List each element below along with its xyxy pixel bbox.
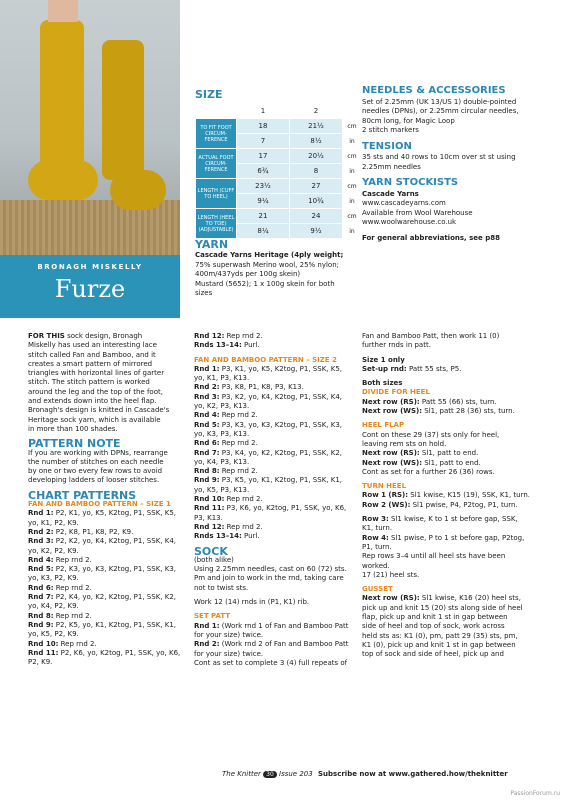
size-cell: 8¼ [237, 224, 289, 238]
needles-line: 80cm long, for Magic Loop [362, 116, 455, 125]
size1-subheading: FAN AND BAMBOO PATTERN – SIZE 1 [28, 500, 171, 509]
set-patt-heading: SET PATT [194, 612, 231, 621]
round-line: Rnds 13–14: Purl. [194, 532, 260, 541]
round-line: yo, K2, P3, K13. [194, 402, 250, 411]
round-line: yo, K4, P3, K13. [194, 457, 250, 466]
round-line: Rnd 11: P3, K6, yo, K2tog, P1, SSK, yo, K6, [194, 504, 347, 513]
set-patt-line: for your size) twice. [194, 630, 264, 639]
round-line: Rnd 12: Rep rnd 2. [194, 332, 263, 340]
tension-heading: TENSION [362, 140, 412, 152]
size-cell: 23½ [237, 179, 289, 193]
sock-line: Pm and join to work in the rnd, taking care [194, 574, 344, 583]
stockist-line: Available from Wool Warehouse [362, 208, 473, 217]
heel-flap-heading: HEEL FLAP [362, 421, 405, 430]
gusset-heading: GUSSET [362, 585, 393, 594]
leg-skin [48, 0, 78, 22]
size-cell: in [349, 197, 355, 205]
instruction-line: Next row (WS): Sl1, patt 28 (36) sts, turn. [362, 407, 515, 416]
instruction-line: top of sock and side of heel, pick up and [362, 650, 504, 659]
column-3 [362, 332, 558, 660]
round-line: Rnd 3: P3, K2, yo, K4, K2tog, P1, SSK, K4, [194, 392, 342, 401]
size-cell: 8½ [290, 134, 342, 148]
pattern-title: Furze [54, 275, 126, 303]
round-line: P3, K13. [194, 513, 223, 522]
page-number: 30 [263, 771, 277, 778]
round-line: Rnd 1: P3, K1, yo, K5, K2tog, P1, SSK, K5, [194, 364, 342, 373]
abbreviations-note: For general abbreviations, see p88 [362, 233, 500, 242]
set-patt-line: Cont as set to complete 3 (4) full repeats of [194, 658, 348, 667]
instruction-line: Cont on these 29 (37) sts only for heel, [362, 430, 500, 439]
round-line: Rnd 8: Rep rnd 2. [28, 611, 92, 620]
round-line: Rnd 7: P3, K4, yo, K2, K2tog, P1, SSK, K2, [194, 448, 342, 457]
note-line: by one or two every few rows to avoid [28, 467, 163, 476]
needles-line: 2 stitch markers [362, 126, 419, 134]
note-line: developing ladders of looser stitches. [28, 476, 160, 485]
divide-heel-heading: DIVIDE FOR HEEL [362, 388, 430, 397]
sock-photo [0, 0, 180, 255]
instruction-line: Cont as set for a further 26 (36) rows. [362, 467, 495, 476]
round-line: Rnd 11: P2, K6, yo, K2tog, P1, SSK, yo, K6, [28, 648, 181, 657]
size-cell: in [349, 167, 355, 175]
size2-subheading: FAN AND BAMBOO PATTERN – SIZE 2 [194, 355, 337, 364]
intro-line: creates a smart pattern of mirrored [28, 359, 153, 368]
size-cell: cm [347, 182, 357, 190]
round-line: yo, K1, P3, K13. [194, 374, 250, 383]
size-cell: cm [347, 212, 357, 220]
footer-magazine: The Knitter 30 Issue 203 [222, 770, 313, 778]
round-line: Rnd 4: Rep rnd 2. [28, 555, 92, 564]
instruction-line: flap, pick up and knit 1 st in gap between [362, 613, 508, 622]
note-line: the number of stitches on each needle [28, 457, 164, 466]
round-line: Rnd 5: P3, K3, yo, K3, K2tog, P1, SSK, K3, [194, 420, 342, 429]
instruction-line: Set-up rnd: Patt 55 sts, P5. [362, 364, 462, 373]
size-label: ACTUAL FOOT CIRCUM-FERENCE [196, 149, 236, 178]
intro-line: stitch called Fan and Bamboo, and it [28, 350, 156, 359]
tension-line: 35 sts and 40 rows to 10cm over st st using [362, 153, 516, 161]
yarn-line: 75% superwash Merino wool, 25% nylon; [195, 260, 340, 269]
set-patt-line: Rnd 1: (Work rnd 1 of Fan and Bamboo Patt [194, 621, 349, 630]
size-cell: 8 [290, 164, 342, 178]
size-label: LENGTH (HEEL TO TOE) (ADJUSTABLE) [196, 209, 236, 238]
size-cell [343, 104, 361, 118]
tension-line: 2.25mm needles [362, 162, 421, 171]
yarn-line: Mustard (5652); 1 x 100g skein for both sizes [195, 279, 335, 298]
note-line: If you are working with DPNs, rearrange [28, 448, 168, 457]
round-line: Rnd 4: Rep rnd 2. [194, 411, 258, 420]
round-line: yo, K5, P3, K13. [194, 485, 250, 494]
sock-right-foot [110, 170, 166, 210]
intro-line: Bronagh's design is knitted in Cascade's [28, 406, 170, 415]
intro-line: FOR THIS sock design, Bronagh [28, 332, 143, 340]
sock-right-shape [102, 40, 144, 180]
round-line: Rnd 6: Rep rnd 2. [28, 583, 92, 592]
needles-line: needles (DPNs), or 2.25mm circular needles, [362, 107, 519, 115]
page-footer [0, 770, 566, 797]
sock-subheading: (both alike) [194, 555, 234, 564]
instruction-line: Row 4: Sl1 pwise, P to 1 st before gap, P2tog, [362, 533, 525, 542]
instruction-line: Row 3: Sl1 kwise, K to 1 st before gap, SSK, [362, 515, 518, 524]
round-line: yo, K1, P2, K9. [28, 518, 79, 527]
set-patt-line: Rnd 2: (Work rnd 2 of Fan and Bamboo Patt [194, 640, 349, 649]
sock-line: not to twist sts. [194, 583, 249, 592]
sock-heading: SOCK [194, 544, 228, 558]
round-line: Rnds 13–14: Purl. [194, 341, 260, 350]
size-cell: cm [347, 122, 357, 130]
title-band [0, 255, 180, 318]
round-line: yo, K4, P2, K9. [28, 602, 79, 611]
round-line: Rnd 7: P2, K4, yo, K2, K2tog, P1, SSK, K2, [28, 593, 176, 602]
size-cell: 21 [237, 209, 289, 223]
size-cell: cm [347, 152, 357, 160]
instruction-line: Fan and Bamboo Patt, then work 11 (0) [362, 332, 500, 340]
round-line: yo, K3, P2, K9. [28, 574, 79, 583]
instruction-line: Rep rows 3–4 until all heel sts have been [362, 552, 506, 561]
instruction-line: side of heel and top of sock, work across [362, 622, 505, 631]
size-cell: 10¾ [290, 194, 342, 208]
sock-left-shape [40, 20, 84, 170]
intro-line: Miskelly has used an interesting lace [28, 341, 157, 350]
size-cell: in [349, 137, 355, 145]
instruction-line: further rnds in patt. [362, 341, 431, 350]
round-line: Rnd 2: P3, K8, P1, K8, P3, K13. [194, 383, 304, 392]
instruction-line: Next row (RS): Patt 55 (66) sts, turn. [362, 397, 497, 406]
instruction-line: pick up and knit 15 (20) sts along side of heel [362, 603, 523, 612]
round-line: Rnd 10: Rep rnd 2. [28, 639, 97, 648]
round-line: Rnd 2: P2, K8, P1, K8, P2, K9. [28, 527, 134, 536]
size-cell: 2 [290, 104, 342, 118]
yarn-line: Cascade Yarns Heritage (4ply weight; [195, 251, 344, 260]
yarn-heading: YARN [195, 238, 229, 251]
size-cell: 9½ [290, 224, 342, 238]
round-line: Rnd 10: Rep rnd 2. [194, 495, 263, 504]
instruction-line: Next row (RS): Sl1, patt to end. [362, 449, 479, 458]
designer-byline: BRONAGH MISKELLY [37, 263, 143, 271]
instruction-line: held sts as: K1 (0), pm, patt 29 (35) sts, pm, [362, 631, 518, 640]
size-cell: 20½ [290, 149, 342, 163]
intro-line: Heritage sock yarn, which is available [28, 415, 161, 424]
pattern-note-heading: PATTERN NOTE [28, 437, 121, 451]
size-cell: 7 [237, 134, 289, 148]
instruction-line: K1, turn. [362, 524, 393, 533]
intro-line: and extends down into the heel flap. [28, 397, 157, 406]
instruction-line: Next row (WS): Sl1, patt to end. [362, 458, 481, 467]
needles-heading: NEEDLES & ACCESSORIES [362, 85, 506, 96]
column-2 [194, 332, 356, 668]
instruction-line: Row 2 (WS): Sl1 pwise, P4, P2tog, P1, turn. [362, 500, 518, 509]
size-cell: in [349, 227, 355, 235]
instruction-line: P1, turn. [362, 542, 392, 551]
instruction-line: worked. [362, 561, 390, 570]
size-cell: 6¾ [237, 164, 289, 178]
intro-line: in more than 100 shades. [28, 424, 118, 433]
round-line: Rnd 9: P3, K5, yo, K1, K2tog, P1, SSK, K1, [194, 476, 342, 485]
turn-heel-heading: TURN HEEL [362, 482, 407, 491]
instruction-line: K1 (0), pick up and knit 1 st in gap between [362, 640, 516, 649]
size-row [196, 179, 361, 193]
size-cell: 27 [290, 179, 342, 193]
round-line: Rnd 12: Rep rnd 2. [194, 522, 263, 531]
round-line: yo, K2, P2, K9. [28, 546, 79, 555]
size-row [196, 119, 361, 133]
size-cell [196, 104, 236, 118]
needles-line: Set of 2.25mm (UK 13/US 1) double-pointed [362, 97, 517, 106]
subscribe-link[interactable]: Subscribe now at www.gathered.how/theknitter [318, 770, 508, 778]
stockists-heading: YARN STOCKISTS [362, 177, 459, 188]
set-patt-line: for your size) twice. [194, 649, 264, 658]
round-line: Rnd 9: P2, K5, yo, K1, K2tog, P1, SSK, K1, [28, 620, 176, 629]
size-label: LENGTH (CUFF TO HEEL) [196, 179, 236, 208]
intro-line: triangles with horizontal lines of garter [28, 369, 165, 378]
instruction-line: 17 (21) heel sts. [362, 570, 420, 579]
size-cell: 9¼ [237, 194, 289, 208]
round-line: yo, K5, P2, K9. [28, 630, 79, 639]
sock-left-foot [28, 160, 98, 200]
instruction-line: leaving rem sts on hold. [362, 439, 447, 448]
sock-line: Using 2.25mm needles, cast on 60 (72) sts. [194, 565, 347, 574]
yarn-line: 400m/437yds per 100g skein) [195, 270, 301, 279]
size-table [195, 103, 362, 239]
size-cell: 17 [237, 149, 289, 163]
intro-line: stitch. The stitch pattern is worked [28, 378, 150, 387]
yarn-block [195, 240, 350, 298]
instruction-line: Row 1 (RS): Sl1 kwise, K15 (19), SSK, K1, turn. [362, 491, 531, 500]
rib-instruction: Work 12 (14) rnds in (P1, K1) rib. [194, 598, 310, 607]
round-line: Rnd 1: P2, K1, yo, K5, K2tog, P1, SSK, K5, [28, 509, 176, 518]
both-sizes-label: Both sizes [362, 379, 403, 388]
size-cell: 1 [237, 104, 289, 118]
size-row [196, 209, 361, 223]
round-line: Rnd 6: Rep rnd 2. [194, 439, 258, 448]
size-cell: 18 [237, 119, 289, 133]
chart-patterns-heading: CHART PATTERNS [28, 488, 137, 502]
intro-line: around the leg and the top of the foot, [28, 387, 163, 396]
instruction-line: Next row (RS): Sl1 kwise, K16 (20) heel sts, [362, 594, 521, 603]
round-line: Rnd 8: Rep rnd 2. [194, 467, 258, 476]
needles-block [362, 86, 558, 243]
instruction-line: Size 1 only [362, 355, 405, 364]
watermark: PassionForum.ru [510, 790, 560, 797]
round-line: Rnd 3: P2, K2, yo, K4, K2tog, P1, SSK, K4, [28, 537, 176, 546]
size-cell: 21½ [290, 119, 342, 133]
round-line: P2, K9. [28, 658, 53, 667]
stockist-link[interactable]: www.cascadeyarns.com [362, 199, 446, 207]
round-line: yo, K3, P3, K13. [194, 429, 250, 438]
stockist-line: Cascade Yarns [362, 189, 419, 198]
size-row [196, 149, 361, 163]
round-line: Rnd 5: P2, K3, yo, K3, K2tog, P1, SSK, K3, [28, 565, 176, 574]
size-label: TO FIT FOOT CIRCUM-FERENCE [196, 119, 236, 148]
column-1 [28, 332, 188, 667]
size-row [196, 104, 361, 118]
stockist-link[interactable]: www.woolwarehouse.co.uk [362, 218, 457, 226]
size-cell: 24 [290, 209, 342, 223]
size-heading: SIZE [195, 88, 223, 101]
